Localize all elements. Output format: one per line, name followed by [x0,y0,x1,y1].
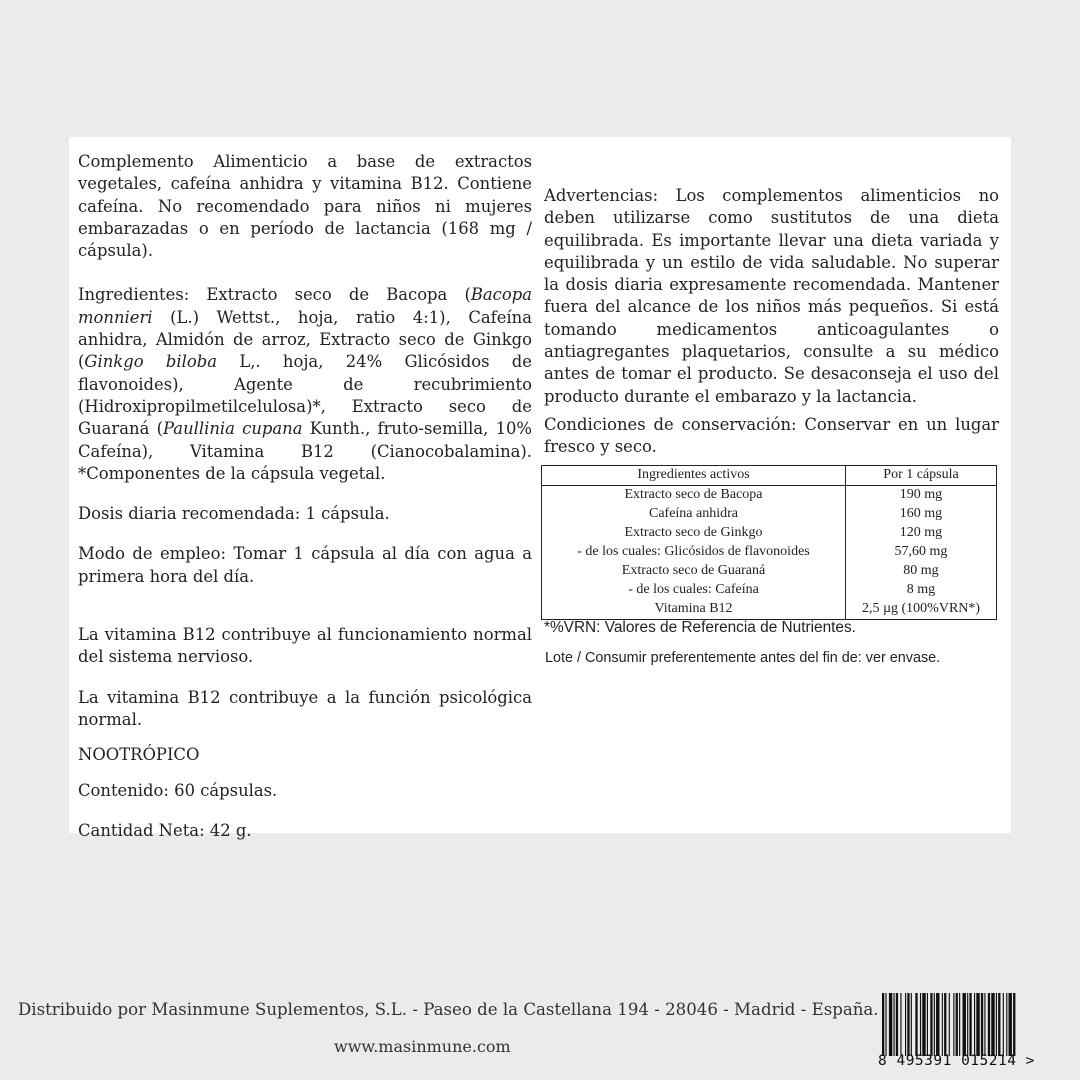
warnings-text: Advertencias: Los complementos alimenticios no deben utilizarse como sustitutos de una dieta equilibrada. Es importante llevar una dieta variada y equilibrada y un estilo de vida saludable. No superar la dosis diaria expresamente recomendada. Mantener fuera del alcance de los niños más pequeños. Si está tomando medicamentos anticoagulantes o antiagregantes plaquetarios, consulte a su médico antes de tomar el producto. Se desaconseja el uso del producto durante el embarazo y la lactancia. [544,186,999,406]
right-column [544,185,999,459]
product-description: Complemento Alimenticio a base de extractos vegetales, cafeína anhidra y vitamina B12. Contiene cafeína. No recomendado para niños ni mujeres embarazadas o en período de lactancia (168 mg / cápsula). [78,152,532,261]
b12-claim-psychological: La vitamina B12 contribuye a la función psicológica normal. [78,687,532,729]
ingredients-text: Ingredientes: Extracto seco de Bacopa (Bacopa monnieri (L.) Wettst., hoja, ratio 4:1), Cafeína anhidra, Almidón de arroz, Extracto seco de Ginkgo (Ginkgo biloba L,. hoja, 24% Glicósidos de flavonoides), Agente de recubrimiento (Hidroxipropilmetilcelulosa)*, Extracto seco de Guaraná (Paullinia cupana Kunth., fruto-semilla, 10% Cafeína), Vitamina B12 (Cianocobalamina). *Componentes de la cápsula vegetal. [78,285,532,483]
table-row [542,600,997,620]
barcode-bars [882,993,1056,1056]
daily-dose: Dosis diaria recomendada: 1 cápsula. [78,504,390,524]
table-row [542,543,997,562]
net-quantity: Cantidad Neta: 42 g. [78,820,252,840]
table-header-row [542,466,997,486]
table-cell-amount: 2,5 µg (100%VRN*) [846,600,997,620]
content-count: Contenido: 60 cápsulas. [78,780,278,800]
table-cell-amount: 57,60 mg [846,543,997,562]
lot-expiry-note: Lote / Consumir preferentemente antes del fin de: ver envase. [545,650,941,666]
barcode-number: 8 495391 015214 > [878,1053,1035,1069]
usage-instructions: Modo de empleo: Tomar 1 cápsula al día con agua a primera hora del día. [78,544,532,586]
table-cell-amount: 8 mg [846,581,997,600]
vrn-footnote: *%VRN: Valores de Referencia de Nutrientes. [544,619,856,636]
storage-conditions: Condiciones de conservación: Conservar en un lugar fresco y seco. [544,414,999,457]
left-column [78,151,532,842]
table-cell-ingredient: Extracto seco de Bacopa [542,486,846,506]
table-cell-ingredient: Extracto seco de Guaraná [542,562,846,581]
table-header-ingredients: Ingredientes activos [542,466,846,486]
table-cell-ingredient: Cafeína anhidra [542,505,846,524]
distributor-info: Distribuido por Masinmune Suplementos, S.L. - Paseo de la Castellana 194 - 28046 - Madrid - España. [18,1000,879,1019]
table-cell-ingredient: - de los cuales: Cafeína [542,581,846,600]
category-label: NOOTRÓPICO [78,745,200,765]
nutrition-table [541,465,997,620]
b12-claim-nervous-system: La vitamina B12 contribuye al funcionamiento normal del sistema nervioso. [78,625,532,667]
table-cell-ingredient: - de los cuales: Glicósidos de flavonoides [542,543,846,562]
table-row [542,581,997,600]
table-row [542,505,997,524]
table-cell-amount: 160 mg [846,505,997,524]
table-row [542,562,997,581]
barcode [878,993,1064,1077]
table-cell-amount: 190 mg [846,486,997,506]
table-cell-amount: 120 mg [846,524,997,543]
table-cell-amount: 80 mg [846,562,997,581]
table-row [542,486,997,506]
label-panel [69,137,1011,840]
table-row [542,524,997,543]
table-header-per-capsule: Por 1 cápsula [846,466,997,486]
table-cell-ingredient: Extracto seco de Ginkgo [542,524,846,543]
table-cell-ingredient: Vitamina B12 [542,600,846,620]
website-text: www.masinmune.com [334,1037,511,1056]
